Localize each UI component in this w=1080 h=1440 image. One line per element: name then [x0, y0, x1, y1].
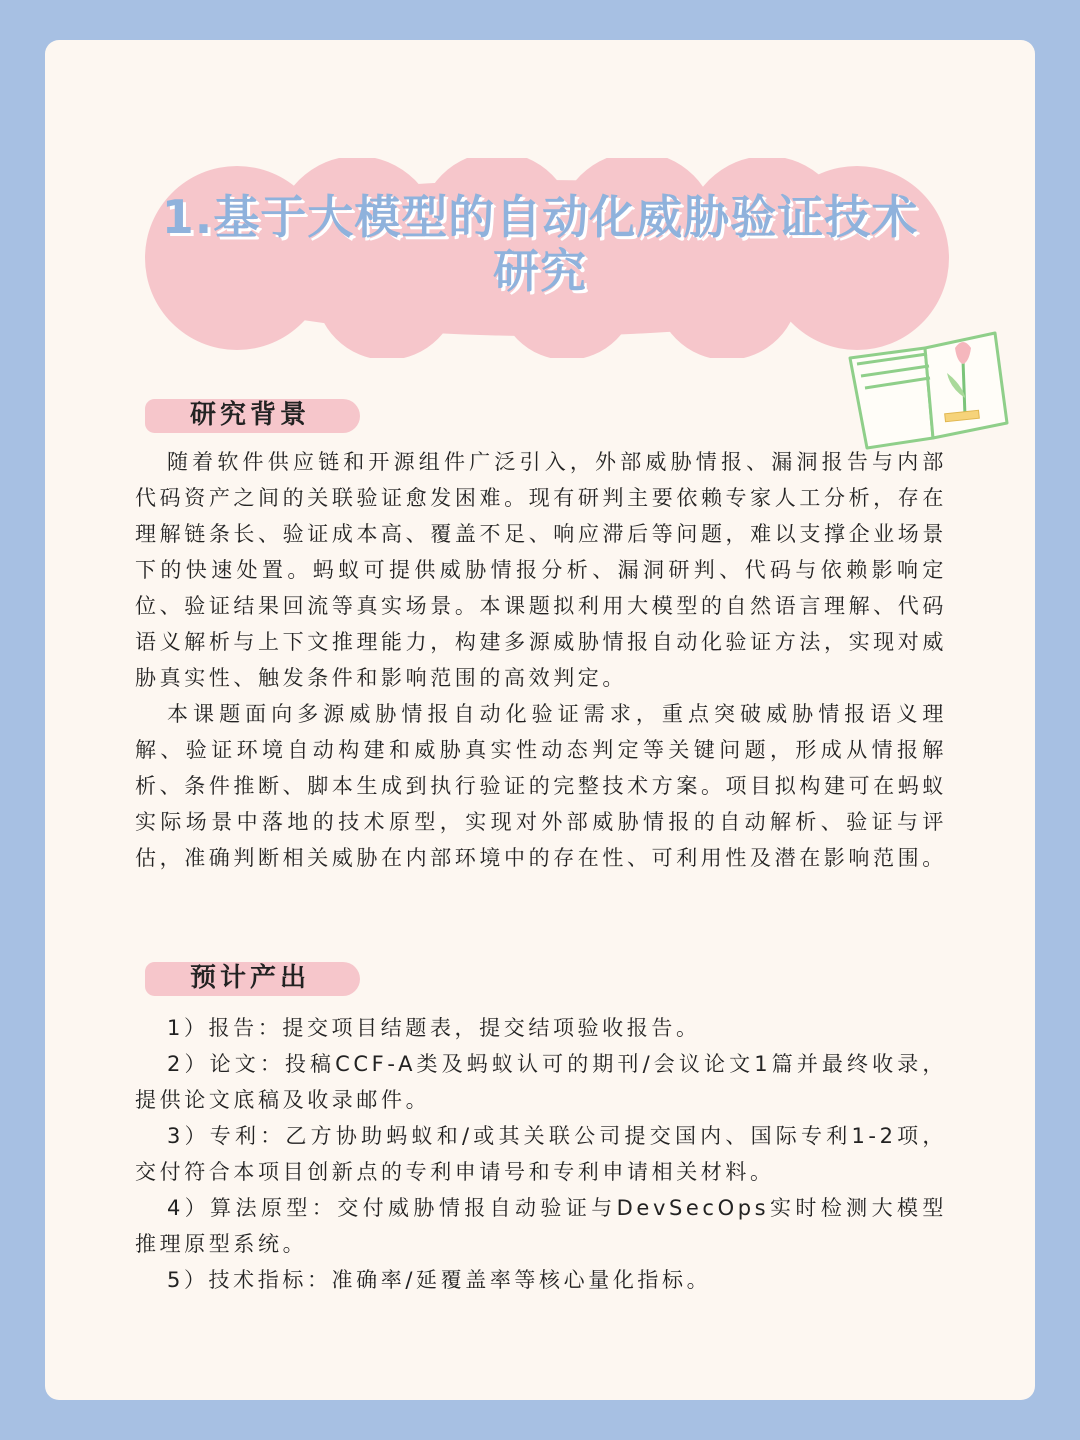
page-title: 1.基于大模型的自动化威胁验证技术研究 [161, 190, 919, 298]
background-text [135, 444, 947, 876]
content-card [45, 40, 1035, 1400]
section-heading-background [145, 397, 360, 433]
section-heading-label: 预计产出 [190, 963, 311, 993]
list-item: 5）技术指标：准确率/延覆盖率等核心量化指标。 [167, 1268, 712, 1292]
list-item: 4）算法原型：交付威胁情报自动验证与DevSecOps实时检测大模型推理原型系统。 [135, 1196, 947, 1256]
section-heading-outputs [145, 960, 360, 996]
paragraph: 本课题面向多源威胁情报自动化验证需求，重点突破威胁情报语义理解、验证环境自动构建和威胁真实性动态判定等关键问题，形成从情报解析、条件推断、脚本生成到执行验证的完整技术方案。项目拟构建可在蚂蚁实际场景中落地的技术原型，实现对外部威胁情报的自动解析、验证与评估，准确判断相关威胁在内部环境中的存在性、可利用性及潜在影响范围。 [135, 702, 947, 870]
paragraph: 随着软件供应链和开源组件广泛引入，外部威胁情报、漏洞报告与内部代码资产之间的关联验证愈发困难。现有研判主要依赖专家人工分析，存在理解链条长、验证成本高、覆盖不足、响应滞后等问题，难以支撑企业场景下的快速处置。蚂蚁可提供威胁情报分析、漏洞研判、代码与依赖影响定位、验证结果回流等真实场景。本课题拟利用大模型的自然语言理解、代码语义解析与上下文推理能力，构建多源威胁情报自动化验证方法，实现对威胁真实性、触发条件和影响范围的高效判定。 [135, 450, 947, 690]
open-book-with-tulip-icon [845, 328, 1015, 460]
section-heading-label: 研究背景 [190, 400, 311, 430]
outputs-list [135, 1010, 947, 1298]
list-item: 3）专利：乙方协助蚂蚁和/或其关联公司提交国内、国际专利1-2项，交付符合本项目创新点的专利申请号和专利申请相关材料。 [135, 1124, 947, 1184]
list-item: 1）报告：提交项目结题表，提交结项验收报告。 [167, 1016, 701, 1040]
list-item: 2）论文：投稿CCF-A类及蚂蚁认可的期刊/会议论文1篇并最终收录，提供论文底稿及收录邮件。 [135, 1052, 947, 1112]
